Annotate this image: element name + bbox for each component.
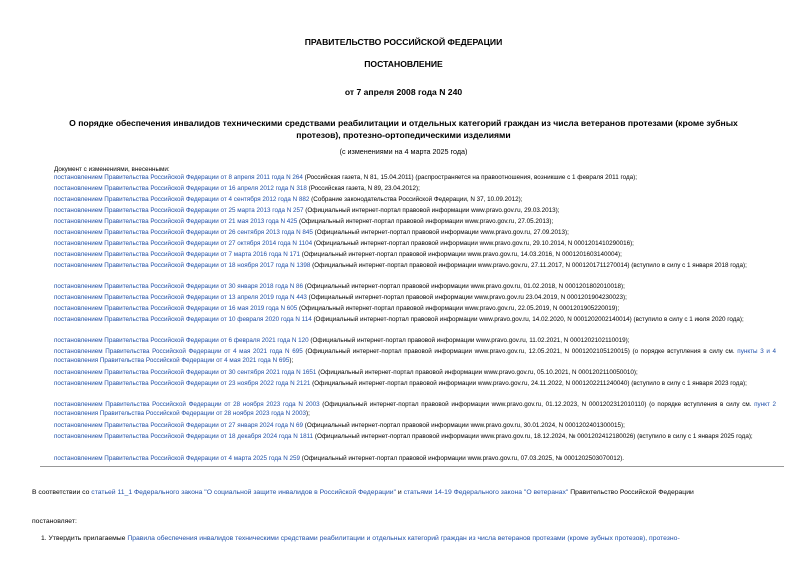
- amendment-effective-link[interactable]: пункт 2 постановления Правительства Российской Федерации от 28 ноября 2023 года N 2003: [54, 401, 777, 417]
- change-entry: [54, 261, 776, 270]
- amendment-link[interactable]: постановлением Правительства Российской Федерации от 27 января 2024 года N 69: [54, 422, 304, 429]
- law-link-disabled-protection[interactable]: статьей 11_1 Федерального закона "О социальной защите инвалидов в Российской Федерации": [91, 489, 397, 496]
- amendment-source-text: (Официальный интернет-портал правовой информации www.pravo.gov.ru, 27.09.2013);: [312, 229, 569, 236]
- changes-divider: [40, 466, 784, 467]
- document-title-line-2: протезов), протезно-ортопедическими изделиями: [296, 130, 511, 140]
- amendment-source-text: (Официальный интернет-портал правовой информации www.pravo.gov.ru, 01.12.2023, N 0001202312010110) (о порядке вступления в силу см.: [319, 401, 755, 408]
- amendment-link[interactable]: постановлением Правительства Российской Федерации от 28 ноября 2023 года N 2003: [54, 401, 320, 408]
- amendment-link[interactable]: постановлением Правительства Российской Федерации от 30 сентября 2021 года N 1651: [54, 369, 317, 376]
- document-type-heading: ПОСТАНОВЛЕНИЕ: [364, 59, 443, 69]
- amendment-link[interactable]: постановлением Правительства Российской Федерации от 16 апреля 2012 года N 318: [54, 185, 307, 192]
- amendment-link[interactable]: постановлением Правительства Российской Федерации от 4 мая 2021 года N 695: [54, 348, 303, 355]
- amendment-source-text: (Официальный интернет-портал правовой информации www.pravo.gov.ru, 18.12.2024, № 0001202412180026) (вступило в силу с 1 января 2025 года);: [313, 433, 753, 440]
- amendment-source-text: (Официальный интернет-портал правовой информации www.pravo.gov.ru, 24.11.2022, N 0001202211240040) (вступило в силу с 1 января 2023 года);: [310, 380, 747, 387]
- government-heading: ПРАВИТЕЛЬСТВО РОССИЙСКОЙ ФЕДЕРАЦИИ: [304, 37, 503, 47]
- amendment-link[interactable]: постановлением Правительства Российской Федерации от 8 апреля 2011 года N 264: [54, 174, 303, 181]
- preamble-paragraph: [32, 488, 784, 498]
- amendment-link[interactable]: постановлением Правительства Российской Федерации от 16 мая 2019 года N 605: [54, 305, 298, 312]
- change-entry: [54, 239, 776, 248]
- change-entry: [54, 454, 776, 463]
- change-entry: [54, 206, 776, 215]
- amendment-source-text: (Официальный интернет-портал правовой информации www.pravo.gov.ru, 27.11.2017, N 0001201711270014) (вступило в силу с 1 января 2018 года);: [310, 262, 747, 269]
- amendment-source-text: (Российская газета, N 81, 15.04.2011) (распространяется на правоотношения, возникшие с 1 февраля 2011 года);: [302, 174, 638, 181]
- amendment-link[interactable]: постановлением Правительства Российской Федерации от 23 ноября 2022 года N 2121: [54, 380, 311, 387]
- amendment-source-text: (Официальный интернет-портал правовой информации www.pravo.gov.ru, 30.01.2024, N 0001202401300015);: [303, 422, 625, 429]
- change-entry: [54, 336, 776, 345]
- amendment-source-text: (Официальный интернет-портал правовой информации www.pravo.gov.ru, 14.02.2020, N 0001202002140014) (вступило в силу с 1 июля 2020 года);: [311, 316, 744, 323]
- resolves-paragraph: постановляет:: [32, 518, 77, 525]
- change-entry: [54, 379, 776, 388]
- change-entry: [54, 347, 776, 365]
- preamble-text-1: В соответствии со: [32, 489, 92, 496]
- amendment-source-text: (Официальный интернет-портал правовой информации www.pravo.gov.ru, 27.05.2013);: [297, 218, 554, 225]
- amendment-tail-text: );: [305, 410, 310, 417]
- amendment-link[interactable]: постановлением Правительства Российской Федерации от 21 мая 2013 года N 425: [54, 218, 298, 225]
- preamble-text-2: и: [396, 489, 404, 496]
- change-entry: [54, 173, 776, 182]
- amendment-tail-text: );: [289, 357, 294, 364]
- amendment-source-text: (Собрание законодательства Российской Федерации, N 37, 10.09.2012);: [309, 196, 523, 203]
- amendment-link[interactable]: постановлением Правительства Российской Федерации от 18 ноября 2017 года N 1398: [54, 262, 311, 269]
- amendment-source-text: (Официальный интернет-портал правовой информации www.pravo.gov.ru, 11.02.2021, N 0001202102110019);: [308, 337, 630, 344]
- amendment-source-text: (Официальный интернет-портал правовой информации www.pravo.gov.ru, 07.03.2025, № 0001202503070012).: [300, 455, 625, 462]
- amendment-link[interactable]: постановлением Правительства Российской Федерации от 7 марта 2016 года N 171: [54, 251, 301, 258]
- amendment-link[interactable]: постановлением Правительства Российской Федерации от 25 марта 2013 года N 257: [54, 207, 304, 214]
- amendment-source-text: (Официальный интернет-портал правовой информации www.pravo.gov.ru, 12.05.2021, N 0001202105120015) (о порядке вступления в силу см.: [302, 348, 738, 355]
- amendment-link[interactable]: постановлением Правительства Российской Федерации от 30 января 2018 года N 86: [54, 283, 304, 290]
- changes-label: Документ с изменениями, внесенными:: [54, 166, 170, 173]
- document-title-line-1: О порядке обеспечения инвалидов техническими средствами реабилитации и отдельных категорий граждан из числа ветеранов протезами (кроме зубных: [69, 118, 738, 128]
- clause-1-paragraph: [41, 534, 784, 544]
- amendment-source-text: (Официальный интернет-портал правовой информации www.pravo.gov.ru, 05.10.2021, N 0001202110050010);: [316, 369, 638, 376]
- amendment-effective-link[interactable]: пункты 3 и 4 постановления Правительства Российской Федерации от 4 мая 2021 года N 695: [54, 348, 776, 364]
- document-date-number: от 7 апреля 2008 года N 240: [344, 87, 463, 97]
- amendment-source-text: (Российская газета, N 89, 23.04.2012);: [306, 185, 420, 192]
- amendment-link[interactable]: постановлением Правительства Российской Федерации от 18 декабря 2024 года N 1811: [54, 433, 314, 440]
- amendment-link[interactable]: постановлением Правительства Российской Федерации от 6 февраля 2021 года N 120: [54, 337, 309, 344]
- law-link-veterans[interactable]: статьями 14-19 Федерального закона "О ветеранах": [403, 489, 569, 496]
- change-entry: [54, 432, 776, 441]
- change-entry: [54, 421, 776, 430]
- amendment-link[interactable]: постановлением Правительства Российской Федерации от 10 февраля 2020 года N 114: [54, 316, 312, 323]
- change-entry: [54, 368, 776, 377]
- amendment-link[interactable]: постановлением Правительства Российской Федерации от 4 марта 2025 года N 259: [54, 455, 301, 462]
- change-entry: [54, 315, 776, 324]
- change-entry: [54, 195, 776, 204]
- amendment-source-text: (Официальный интернет-портал правовой информации www.pravo.gov.ru, 29.10.2014, N 0001201410290016);: [312, 240, 634, 247]
- change-entry: [54, 400, 776, 418]
- amendment-link[interactable]: постановлением Правительства Российской Федерации от 13 апреля 2019 года N 443: [54, 294, 307, 301]
- change-entry: [54, 184, 776, 193]
- change-entry: [54, 293, 776, 302]
- changes-block: [40, 162, 784, 467]
- amendment-source-text: (Официальный интернет-портал правовой информации www.pravo.gov.ru, 01.02.2018, N 0001201802010018);: [303, 283, 625, 290]
- amended-note: (с изменениями на 4 марта 2025 года): [339, 147, 468, 156]
- amendment-source-text: (Официальный интернет-портал правовой информации www.pravo.gov.ru 23.04.2019, N 0001201904230023);: [306, 294, 627, 301]
- change-entry: [54, 228, 776, 237]
- document-title: [60, 117, 747, 141]
- rules-link[interactable]: Правила обеспечения инвалидов техническими средствами реабилитации и отдельных категорий граждан из числа ветеранов протезами (кроме зубных протезов), протезно-: [127, 535, 680, 542]
- change-entry: [54, 217, 776, 226]
- change-entry: [54, 250, 776, 259]
- amendment-link[interactable]: постановлением Правительства Российской Федерации от 26 сентября 2013 года N 845: [54, 229, 313, 236]
- amendment-source-text: (Официальный интернет-портал правовой информации www.pravo.gov.ru, 14.03.2016, N 0001201603140004);: [300, 251, 622, 258]
- change-entry: [54, 304, 776, 313]
- preamble-text-3: Правительство Российской Федерации: [568, 489, 694, 496]
- amendment-link[interactable]: постановлением Правительства Российской Федерации от 27 октября 2014 года N 1104: [54, 240, 313, 247]
- clause-1-text: 1. Утвердить прилагаемые: [41, 535, 128, 542]
- amendment-link[interactable]: постановлением Правительства Российской Федерации от 4 сентября 2012 года N 882: [54, 196, 310, 203]
- change-entry: [54, 282, 776, 291]
- amendment-source-text: (Официальный интернет-портал правовой информации www.pravo.gov.ru, 29.03.2013);: [303, 207, 560, 214]
- amendment-source-text: (Официальный интернет-портал правовой информации www.pravo.gov.ru, 22.05.2019, N 0001201905220019);: [297, 305, 620, 312]
